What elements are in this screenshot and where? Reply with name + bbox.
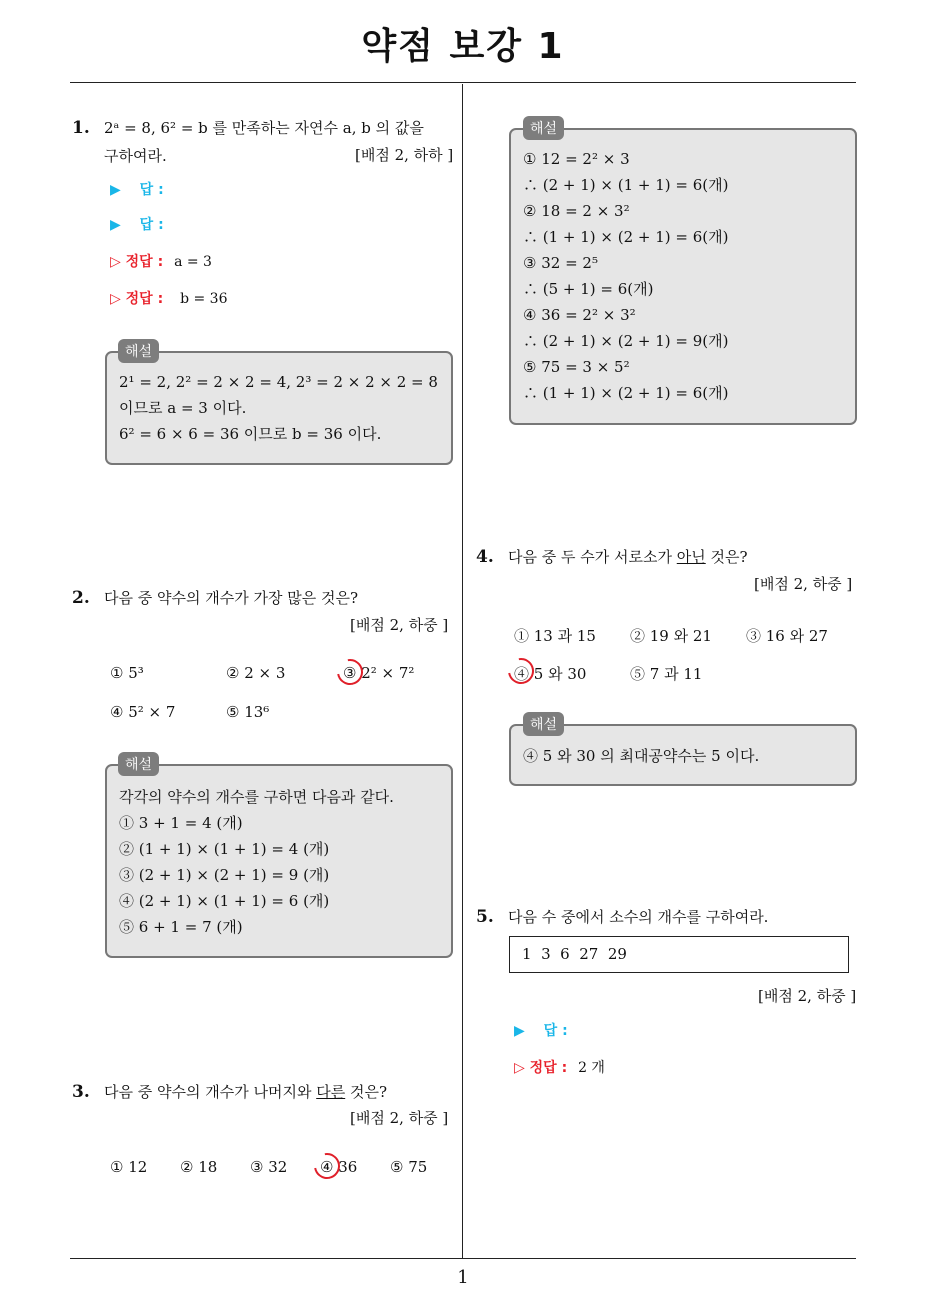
q1-line2: 구하여라. <box>104 147 167 165</box>
q5-correct <box>514 1057 605 1077</box>
q5-number: 5. <box>476 907 494 927</box>
q2-meta: [배점 2, 하중 ] <box>350 616 449 634</box>
column-divider <box>462 84 463 1258</box>
q1-line1: 2ᵃ = 8, 6² = b 를 만족하는 자연수 a, b 의 값을 <box>104 119 424 137</box>
q4-text-post: 것은? <box>705 548 748 566</box>
correct-label: 정답 <box>529 1060 557 1076</box>
q1-exp-line1: 2¹ = 2, 2² = 2 × 2 = 4, 2³ = 2 × 2 × 2 = 8 <box>119 373 438 391</box>
q1-correct-a <box>110 251 212 271</box>
q2-choice-5[interactable]: ⑤ 13⁶ <box>226 703 270 721</box>
q1-answer-a <box>110 179 164 199</box>
q2-exp-line3: ② (1 + 1) × (1 + 1) = 4 (개) <box>119 840 330 858</box>
q4-meta: [배점 2, 하중 ] <box>754 575 853 593</box>
answer-colon: : <box>562 1023 568 1039</box>
q4-text-underlined: 아닌 <box>676 548 706 566</box>
q3-meta: [배점 2, 하중 ] <box>350 1109 449 1127</box>
q3-explanation-tag: 해설 <box>523 116 564 140</box>
q2-text: 다음 중 약수의 개수가 가장 많은 것은? <box>104 589 359 607</box>
q1-exp-line3: 6² = 6 × 6 = 36 이므로 b = 36 이다. <box>119 425 382 443</box>
q2-choice-1[interactable]: ① 5³ <box>110 664 144 682</box>
q2-exp-line1: 각각의 약수의 개수를 구하면 다음과 같다. <box>119 788 394 806</box>
q3-exp-line6: ∴ (5 + 1) = 6(개) <box>523 280 654 298</box>
q2-choice-4[interactable]: ④ 5² × 7 <box>110 703 176 721</box>
q2-exp-line2: ① 3 + 1 = 4 (개) <box>119 814 243 832</box>
correct-colon: : <box>561 1060 568 1076</box>
correct-label: 정답 <box>125 291 153 307</box>
answer-colon: : <box>158 182 164 198</box>
q3-text-post: 것은? <box>345 1083 387 1101</box>
q3-exp-line9: ⑤ 75 = 3 × 5² <box>523 358 630 376</box>
q3-choice-5[interactable]: ⑤ 75 <box>390 1158 428 1176</box>
q2-exp-line5: ④ (2 + 1) × (1 + 1) = 6 (개) <box>119 892 330 910</box>
q3-exp-line5: ③ 32 = 2⁵ <box>523 254 598 272</box>
q4-choice-4[interactable]: ④ 5 와 30 <box>514 665 587 683</box>
q4-choice-3[interactable]: ③ 16 와 27 <box>746 627 828 645</box>
red-triangle-icon: ▷ <box>110 291 121 307</box>
q5-meta: [배점 2, 하중 ] <box>758 987 857 1005</box>
q4-number: 4. <box>476 547 494 567</box>
q1-meta: [배점 2, 하하 ] <box>355 146 454 164</box>
blue-triangle-icon: ▶ <box>110 217 121 233</box>
q3-explanation-box <box>509 128 857 425</box>
answer-label: 답 <box>543 1023 558 1039</box>
page-title: 약점 보강 1 <box>361 26 565 67</box>
q1-answer-b <box>110 214 164 234</box>
q3-text-underlined: 다른 <box>316 1083 346 1101</box>
q4-text <box>508 543 748 571</box>
q5-number-box <box>509 936 849 973</box>
q3-exp-line8: ∴ (2 + 1) × (2 + 1) = 9(개) <box>523 332 729 350</box>
correct-colon: : <box>157 254 164 270</box>
q1-correct-a-value: a = 3 <box>174 254 212 270</box>
q2-explanation-tag: 해설 <box>118 752 159 776</box>
answer-colon: : <box>158 217 164 233</box>
q1-number: 1. <box>72 118 90 138</box>
q3-number: 3. <box>72 1082 90 1102</box>
q1-explanation-tag: 해설 <box>118 339 159 363</box>
q2-choice-2[interactable]: ② 2 × 3 <box>226 664 286 682</box>
q5-numbers: 1 3 6 27 29 <box>522 945 627 963</box>
q3-selection-circle <box>309 1148 345 1184</box>
q3-exp-line4: ∴ (1 + 1) × (2 + 1) = 6(개) <box>523 228 729 246</box>
q2-exp-line4: ③ (2 + 1) × (2 + 1) = 9 (개) <box>119 866 330 884</box>
q3-exp-line3: ② 18 = 2 × 3² <box>523 202 630 220</box>
q3-exp-line10: ∴ (1 + 1) × (2 + 1) = 6(개) <box>523 384 729 402</box>
q4-text-pre: 다음 중 두 수가 서로소가 <box>508 548 677 566</box>
q5-text: 다음 수 중에서 소수의 개수를 구하여라. <box>508 908 769 926</box>
blue-triangle-icon: ▶ <box>110 182 121 198</box>
q2-choice-3[interactable]: ③ 2² × 7² <box>343 664 415 682</box>
bottom-divider <box>70 1258 856 1259</box>
blue-triangle-icon: ▶ <box>514 1023 525 1039</box>
q4-exp-line1: ④ 5 와 30 의 최대공약수는 5 이다. <box>523 747 760 765</box>
q1-correct-b <box>110 288 228 308</box>
q4-choice-1[interactable]: ① 13 과 15 <box>514 627 596 645</box>
q3-exp-line1: ① 12 = 2² × 3 <box>523 150 630 168</box>
q1-correct-b-value: b = 36 <box>180 291 228 307</box>
q1-exp-line2: 이므로 a = 3 이다. <box>119 399 247 417</box>
q3-text <box>104 1078 387 1106</box>
q5-correct-value: 2 개 <box>578 1060 605 1076</box>
q4-choice-5[interactable]: ⑤ 7 과 11 <box>630 665 703 683</box>
q3-exp-line7: ④ 36 = 2² × 3² <box>523 306 636 324</box>
q5-answer <box>514 1020 568 1040</box>
answer-label: 답 <box>139 217 154 233</box>
top-divider <box>70 82 856 83</box>
red-triangle-icon: ▷ <box>110 254 121 270</box>
q2-selection-circle <box>332 654 368 690</box>
correct-colon: : <box>157 291 164 307</box>
q3-choice-3[interactable]: ③ 32 <box>250 1158 288 1176</box>
q4-choice-2[interactable]: ② 19 와 21 <box>630 627 712 645</box>
correct-label: 정답 <box>125 254 153 270</box>
q3-text-pre: 다음 중 약수의 개수가 나머지와 <box>104 1083 317 1101</box>
q3-choice-4[interactable]: ④ 36 <box>320 1158 358 1176</box>
q2-number: 2. <box>72 588 90 608</box>
q1-explanation-box <box>105 351 453 465</box>
red-triangle-icon: ▷ <box>514 1060 525 1076</box>
q2-explanation-box <box>105 764 453 958</box>
q3-exp-line2: ∴ (2 + 1) × (1 + 1) = 6(개) <box>523 176 729 194</box>
q3-choice-1[interactable]: ① 12 <box>110 1158 148 1176</box>
q2-exp-line6: ⑤ 6 + 1 = 7 (개) <box>119 918 243 936</box>
q3-choice-2[interactable]: ② 18 <box>180 1158 218 1176</box>
page-number: 1 <box>457 1267 469 1288</box>
answer-label: 답 <box>139 182 154 198</box>
q4-explanation-tag: 해설 <box>523 712 564 736</box>
